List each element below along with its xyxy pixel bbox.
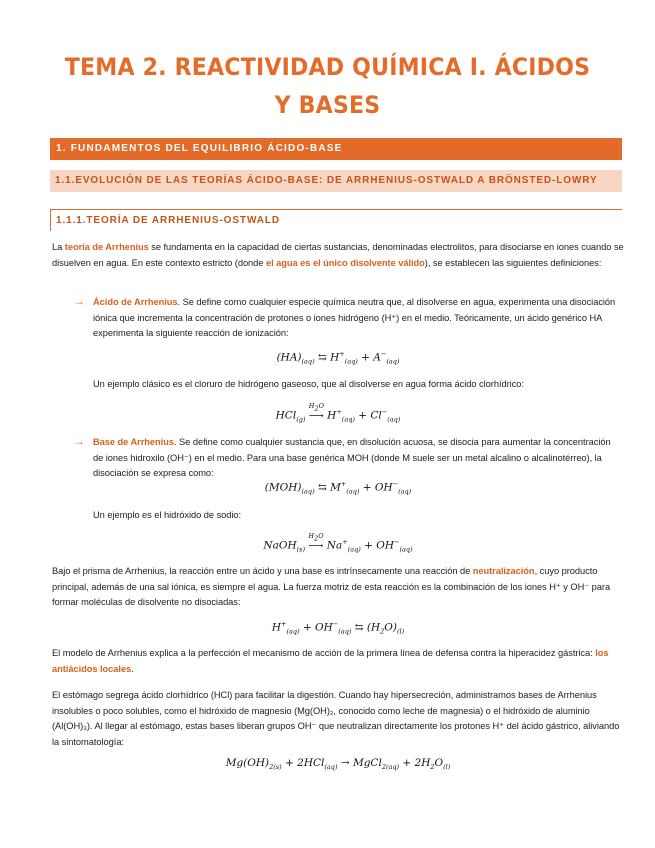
highlight-water-solvent: el agua es el único disolvente válido [265, 257, 425, 268]
stomach-paragraph: El estómago segrega ácido clorhídrico (HCl) para facilitar la digestión. Cuando hay hipersecreción, administramos bases de Arrhenius insolubles o poco solubles, como el hidróxido de magnesio (Mg(OH)₂, conocido como leche de magnesia) o el hidróxido de aluminio (Al(OH)₃). Al llegar al estómago, estas bases liberan grupos OH⁻ que neutralizan directamente los protones H⁺ del ácido gástrico, aliviando la sintomatología: [52, 690, 620, 747]
page-title: TEMA 2. REACTIVIDAD QUÍMICA I. ÁCIDOS Y BASES [64, 53, 591, 119]
section-heading-1-1-1: 1.1.1.TEORÍA DE ARRHENIUS-OSTWALD [50, 209, 622, 231]
neutralization-text: , cuyo producto principal, además de una sal iónica, es siempre el agua. La fuerza motriz de esta reacción es la combinación de los iones H⁺ y OH⁻ para formar moléculas de disolvente no disociadas: [52, 566, 611, 607]
acid-definition [93, 295, 617, 342]
equation-naoh: NaOH$_{(s)}$ $H_2O$ ⟶ $Na^+_{(aq)} + OH^-_{(aq)}$ [263, 531, 413, 554]
neutralization-text: Bajo el prisma de Arrhenius, la reacción entre un ácido y una base es intrínsecamente una reacción de [52, 566, 473, 576]
acid-example: Un ejemplo clásico es el cloruro de hidrógeno gaseoso, que al disolverse en agua forma ácido clorhídrico: [93, 379, 524, 389]
intro-text: La [52, 242, 65, 252]
bullet-arrow-icon: → [73, 434, 85, 448]
highlight-base-term: Base de Arrhenius [93, 437, 174, 447]
section-heading-1-1: 1.1.EVOLUCIÓN DE LAS TEORÍAS ÁCIDO-BASE: DE ARRHENIUS-OSTWALD A BRÖNSTED-LOWRY [50, 170, 622, 192]
equation-ha: $(HA)_{(aq)}$ ⇆ $H^+_{(aq)} + A^-_{(aq)}$ [276, 350, 400, 366]
section-heading-1: 1. FUNDAMENTOS DEL EQUILIBRIO ÁCIDO-BASE [50, 138, 622, 160]
equation-mg: $Mg(OH)_{2(s)} + 2HCl_{(aq)}$ → MgCl$_{2(aq)}$ + $2H_2O_{(l)}$ [225, 757, 451, 772]
antacid-text: El modelo de Arrhenius explica a la perfección el mecanismo de acción de la primera línea de defensa contra la hiperacidez gástrica: [52, 648, 596, 658]
highlight-neutralization: neutralización [472, 566, 535, 576]
acid-definition-text: . Se define como cualquier especie química neutra que, al disolverse en agua, experimenta una disociación iónica que incrementa la concentración de protones o iones hidrógeno (H⁺) en el medio. Teóricamente, un ácido genérico HA experimenta la siguiente reacción de ionización: [93, 297, 616, 338]
bullet-arrow-icon: → [73, 294, 85, 308]
antacid-paragraph [52, 646, 624, 677]
highlight-arrhenius-theory: teoría de Arrhenius [64, 242, 149, 252]
neutralization-paragraph [52, 564, 624, 611]
base-definition [93, 435, 617, 482]
highlight-antacids: los antiácidos locales [52, 648, 609, 674]
highlight-acid-term: Ácido de Arrhenius [93, 297, 178, 307]
equation-hcl: HCl$_{(g)}$ $H_2O$ ⟶ $H^+_{(aq)} + Cl^-_{(aq)}$ [275, 401, 401, 424]
antacid-text: . [131, 663, 134, 674]
intro-text: ), se establecen las siguientes definiciones: [424, 257, 602, 268]
base-example: Un ejemplo es el hidróxido de sodio: [93, 510, 242, 520]
equation-water: $H^+_{(aq)} + OH^-_{(aq)}$ ⇆ $(H_2O)_{(l)}$ [271, 620, 405, 636]
intro-text: se fundamenta en la capacidad de ciertas sustancias, denominadas electrolitos, para disociarse en iones cuando se disuelven en agua. En este contexto estricto (donde [52, 242, 624, 268]
base-definition-text: . Se define como cualquier sustancia que, en disolución acuosa, se disocia para aumentar la concentración de iones hidroxilo (OH⁻) en el medio. Para una base genérica MOH (donde M suele ser un metal alcalino o alcalinotérreo), la disociación se expresa como: [93, 437, 611, 478]
equation-moh: $(MOH)_{(aq)}$ ⇆ $M^+_{(aq)} + OH^-_{(aq)}$ [264, 480, 412, 496]
intro-paragraph [52, 240, 624, 271]
